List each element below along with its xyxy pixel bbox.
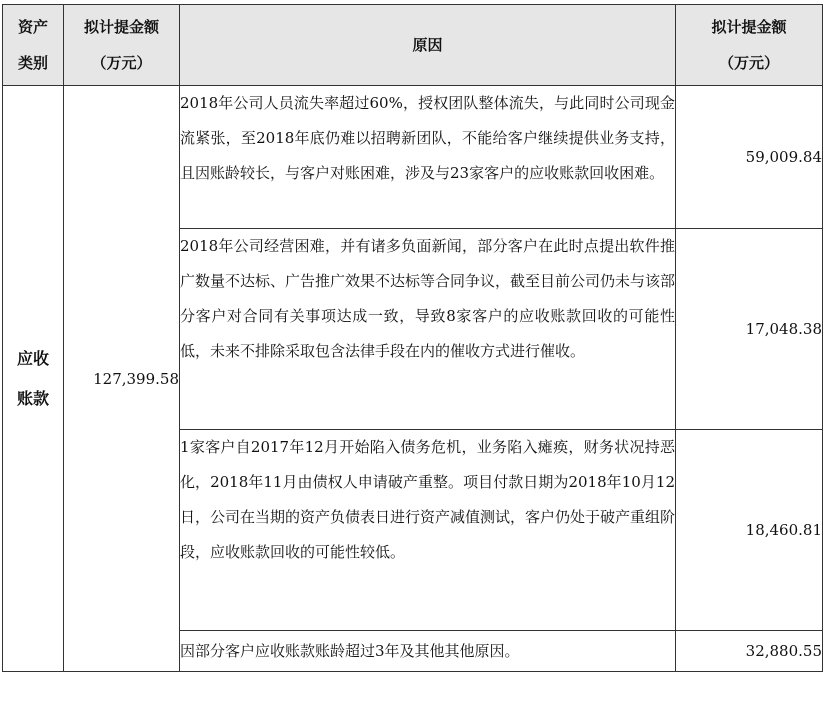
amount-cell: 18,460.81 [676,430,823,631]
header-planned-amount-line-1: 拟计提金额 [83,18,159,36]
category-line-2: 账款 [16,388,49,408]
reason-cell: 2018年公司人员流失率超过60%，授权团队整体流失，与此同时公司现金流紧张，至2018年底仍难以招聘新团队，不能给客户继续提供业务支持，且因账龄较长，与客户对账困难，涉及与23家客户的应收账款回收困难。 [180,86,676,229]
table-row [3,86,823,229]
header-amount [676,5,823,86]
header-category-line-1: 资产 [17,18,48,36]
amount-cell: 17,048.38 [676,229,823,430]
reason-cell: 2018年公司经营困难，并有诸多负面新闻，部分客户在此时点提出软件推广数量不达标、广告推广效果不达标等合同争议，截至目前公司仍未与该部分客户对合同有关事项达成一致，导致8家客户的应收账款回收的可能性低，未来不排除采取包含法律手段在内的催收方式进行催收。 [180,229,676,430]
header-amount-line-2: （万元） [718,54,779,72]
table-header-row [3,5,823,86]
reason-cell: 1家客户自2017年12月开始陷入债务危机，业务陷入瘫痪，财务状况持恶化，2018年11月由债权人申请破产重整。项目付款日期为2018年10月12日，公司在当期的资产负债表日进行资产减值测试，客户仍处于破产重组阶段，应收账款回收的可能性较低。 [180,430,676,631]
provision-table [2,4,823,672]
header-amount-line-1: 拟计提金额 [711,18,787,36]
reason-cell: 因部分客户应收账款账龄超过3年及其他其他原因。 [180,631,676,672]
amount-cell: 59,009.84 [676,86,823,229]
header-planned-amount [64,5,180,86]
amount-cell: 32,880.55 [676,631,823,672]
category-line-1: 应收 [16,348,49,368]
planned-total-cell: 127,399.58 [64,86,180,672]
header-category-line-2: 类别 [17,54,48,72]
header-planned-amount-line-2: （万元） [91,54,152,72]
category-cell [3,86,64,672]
header-reason: 原因 [180,5,676,86]
header-category [3,5,64,86]
